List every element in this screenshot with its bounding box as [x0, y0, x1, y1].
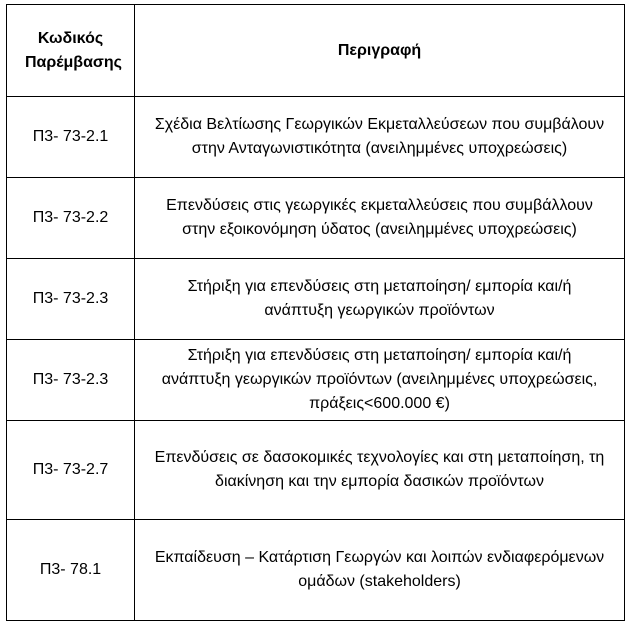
cell-description: Επενδύσεις στις γεωργικές εκμεταλλεύσεις που συμβάλλουν στην εξοικονόμηση ύδατος (ανειλημμένες υποχρεώσεις)	[135, 178, 625, 259]
interventions-table-container	[6, 4, 624, 621]
header-code: Κωδικός Παρέμβασης	[7, 5, 135, 97]
cell-description: Στήριξη για επενδύσεις στη μεταποίηση/ εμπορία και/ή ανάπτυξη γεωργικών προϊόντων (ανειλημμένες υποχρεώσεις, πράξεις<600.000 €)	[135, 340, 625, 421]
table-row	[7, 259, 625, 340]
cell-code: Π3- 73-2.3	[7, 259, 135, 340]
cell-code: Π3- 73-2.7	[7, 421, 135, 520]
cell-description: Επενδύσεις σε δασοκομικές τεχνολογίες και στη μεταποίηση, τη διακίνηση και την εμπορία δασικών προϊόντων	[135, 421, 625, 520]
interventions-table	[6, 4, 625, 621]
cell-description: Σχέδια Βελτίωσης Γεωργικών Εκμεταλλεύσεων που συμβάλουν στην Ανταγωνιστικότητα (ανειλημμένες υποχρεώσεις)	[135, 97, 625, 178]
table-row	[7, 178, 625, 259]
cell-code: Π3- 73-2.2	[7, 178, 135, 259]
table-row	[7, 520, 625, 621]
table-row	[7, 421, 625, 520]
table-row	[7, 340, 625, 421]
cell-description: Εκπαίδευση – Κατάρτιση Γεωργών και λοιπών ενδιαφερόμενων ομάδων (stakeholders)	[135, 520, 625, 621]
cell-description: Στήριξη για επενδύσεις στη μεταποίηση/ εμπορία και/ή ανάπτυξη γεωργικών προϊόντων	[135, 259, 625, 340]
cell-code: Π3- 78.1	[7, 520, 135, 621]
table-row	[7, 97, 625, 178]
header-description: Περιγραφή	[135, 5, 625, 97]
cell-code: Π3- 73-2.3	[7, 340, 135, 421]
table-header-row	[7, 5, 625, 97]
cell-code: Π3- 73-2.1	[7, 97, 135, 178]
